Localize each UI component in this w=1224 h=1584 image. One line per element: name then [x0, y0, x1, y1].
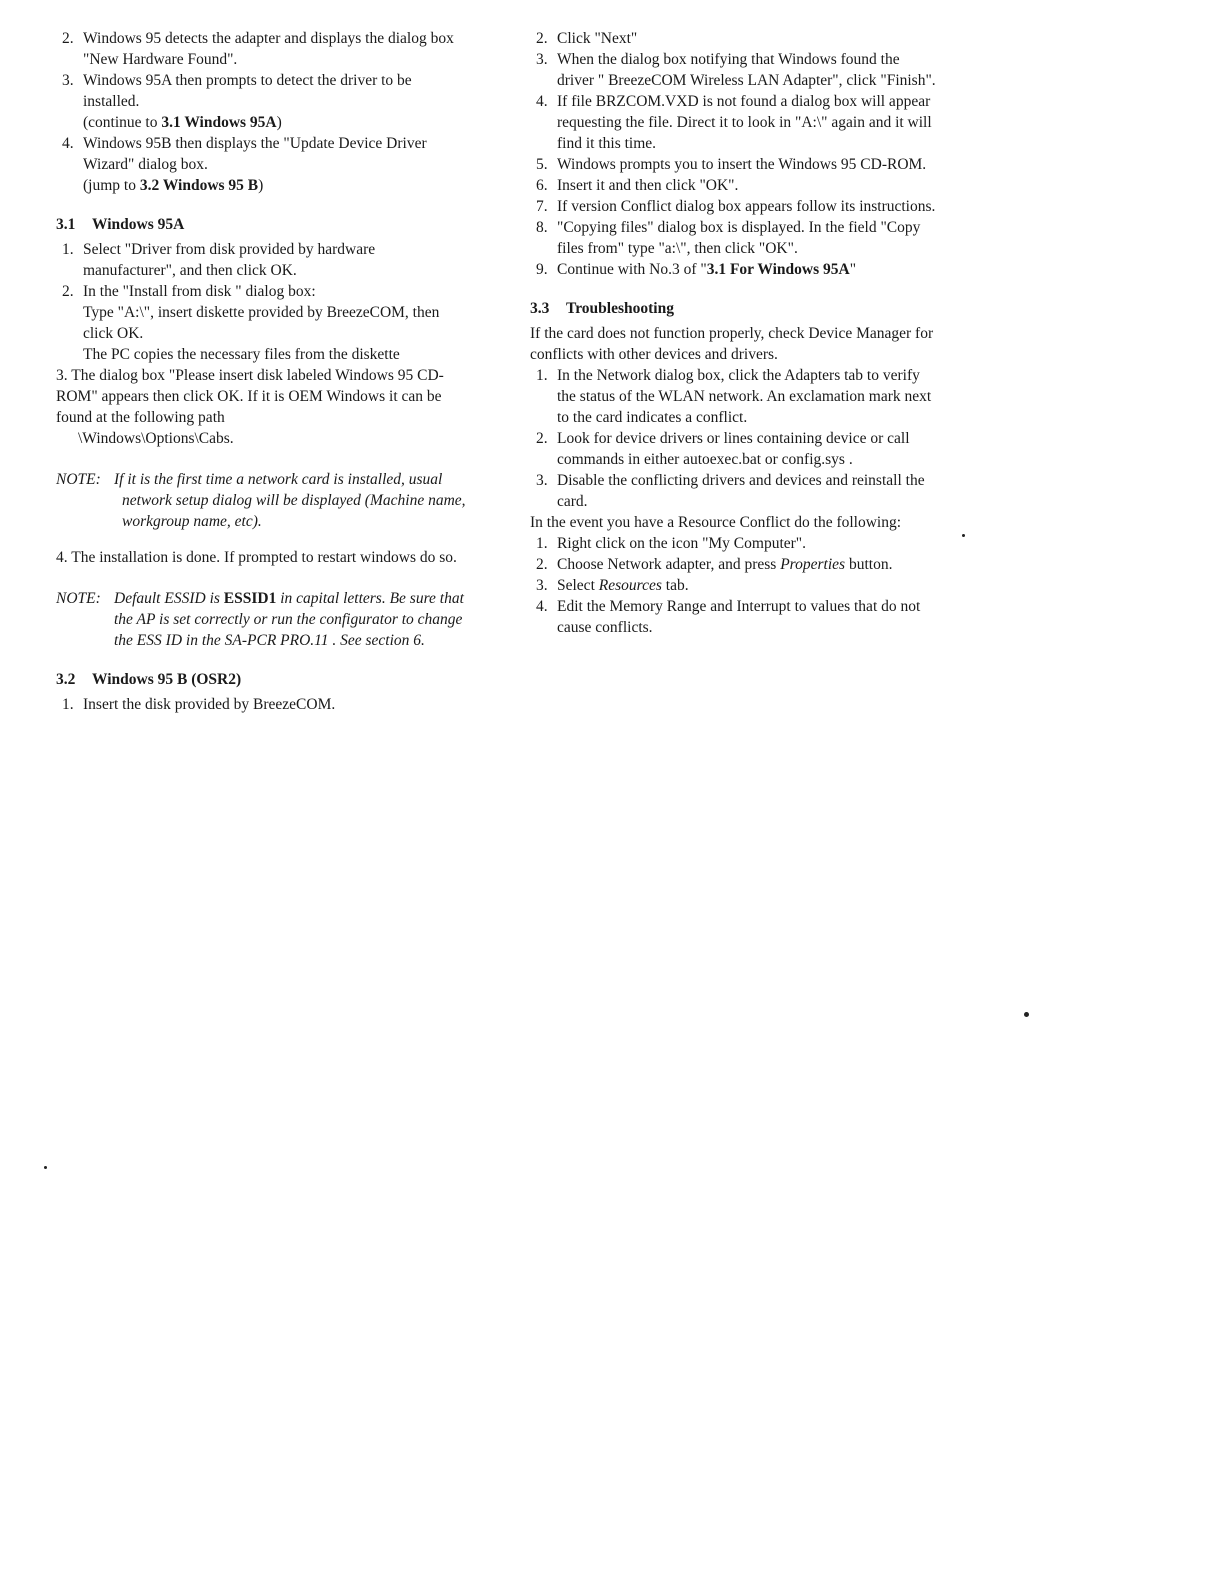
item-text-italic: Resources: [598, 577, 662, 594]
path-text: \Windows\Options\Cabs.: [78, 430, 234, 447]
scan-speck: [44, 1166, 47, 1169]
item-text-pre: Continue with No.3 of ": [557, 261, 707, 278]
item-number: 2.: [62, 30, 74, 47]
list-item: [56, 281, 466, 365]
item-text: If version Conflict dialog box appears follow its instructions.: [557, 198, 936, 215]
continue-prefix: (continue to: [83, 114, 162, 131]
item-text-post: button.: [845, 556, 893, 573]
item-text-post: tab.: [661, 577, 689, 594]
item-number: 4.: [536, 93, 548, 110]
item-text: Insert it and then click "OK".: [557, 177, 739, 194]
item-number: 9.: [536, 261, 548, 278]
list-item: [530, 554, 940, 575]
item-text: Disable the conflicting drivers and devices and reinstall the card.: [557, 472, 925, 510]
item-text: In the "Install from disk " dialog box:: [83, 283, 316, 300]
item-text: Look for device drivers or lines containing device or call commands in either autoexec.bat or config.sys .: [557, 430, 910, 468]
section-title: Windows 95A: [92, 216, 185, 233]
item-number: 2.: [536, 30, 548, 47]
list-item: [530, 175, 940, 196]
continue-suffix: ): [276, 114, 282, 131]
item-text: If file BRZCOM.VXD is not found a dialog box will appear requesting the file. Direct it to look in "A:\" again and it will find it this time.: [557, 93, 932, 152]
item-number: 3.: [536, 577, 548, 594]
list-item: [530, 49, 940, 91]
note-text-pre: Default ESSID is: [114, 590, 224, 607]
item-text-pre: Choose Network adapter, and press: [557, 556, 781, 573]
list-item: [530, 533, 940, 554]
item-number: 3.: [62, 72, 74, 89]
section-number: 3.1: [56, 216, 76, 233]
list-item: [530, 28, 940, 49]
jump-suffix: ): [258, 177, 264, 194]
item-number: 3.: [536, 51, 548, 68]
section-heading-3-2: [56, 669, 466, 690]
list-item: [56, 365, 466, 449]
section-number: 3.2: [56, 671, 76, 688]
item-number: 4.: [62, 135, 74, 152]
list-item: [56, 694, 466, 715]
intro-text: If the card does not function properly, check Device Manager for conflicts with other devices and drivers.: [530, 325, 934, 363]
note-text: [56, 588, 466, 651]
item-number: 4.: [536, 598, 548, 615]
item-number: 1.: [62, 241, 74, 258]
item-text: Insert the disk provided by BreezeCOM.: [83, 696, 336, 713]
item-number: 2.: [536, 430, 548, 447]
item-text-bold: 3.1 For Windows 95A: [706, 261, 850, 278]
list-item: [56, 239, 466, 281]
note-block: [56, 469, 466, 532]
list-item: [530, 196, 940, 217]
item-text: Type "A:\", insert diskette provided by BreezeCOM, then click OK.: [83, 304, 440, 342]
jump-link-text: 3.2 Windows 95 B: [139, 177, 259, 194]
section-heading-3-3: [530, 298, 940, 319]
list-item: [530, 154, 940, 175]
section-heading-3-1: [56, 214, 466, 235]
item-number: 2.: [536, 556, 548, 573]
item-number: 1.: [536, 367, 548, 384]
item-text: The PC copies the necessary files from the diskette: [83, 346, 400, 363]
item-text: "Copying files" dialog box is displayed. In the field "Copy files from" type "a:\", then click "OK".: [557, 219, 921, 257]
list-item: [530, 259, 940, 280]
list-item: [56, 133, 466, 196]
note-text-post: in capital letters. Be sure that the AP is set correctly or run the configurator to change the ESS ID in the SA-PCR PRO.11 . See section 6.: [114, 590, 464, 649]
item-text: Windows 95 detects the adapter and displays the dialog box "New Hardware Found".: [83, 30, 454, 68]
list-item: [56, 28, 466, 70]
section-number: 3.3: [530, 300, 550, 317]
note-text: If it is the first time a network card is installed, usual network setup dialog will be displayed (Machine name, workgroup name, etc).: [114, 471, 466, 530]
note-label: NOTE:: [56, 590, 101, 607]
list-item: [530, 428, 940, 470]
item-text: Edit the Memory Range and Interrupt to values that do not cause conflicts.: [557, 598, 921, 636]
list-item: [530, 470, 940, 512]
item-number: 7.: [536, 198, 548, 215]
item-text: Windows prompts you to insert the Windows 95 CD-ROM.: [557, 156, 927, 173]
item-text: Windows 95A then prompts to detect the driver to be installed.: [83, 72, 412, 110]
list-item: [530, 217, 940, 259]
step-text: 4. The installation is done. If prompted to restart windows do so.: [56, 549, 457, 566]
left-column: [56, 28, 466, 715]
item-number: 1.: [536, 535, 548, 552]
scan-speck: [962, 534, 965, 537]
item-text: [557, 577, 689, 594]
jump-prefix: (jump to: [83, 177, 140, 194]
item-number: 5.: [536, 156, 548, 173]
item-text-italic: Properties: [780, 556, 846, 573]
item-text: In the Network dialog box, click the Adapters tab to verify the status of the WLAN network. An exclamation mark next to the card indicates a conflict.: [557, 367, 932, 426]
item-text: Select "Driver from disk provided by hardware manufacturer", and then click OK.: [83, 241, 376, 279]
right-column: [530, 28, 940, 638]
item-text-post: ": [849, 261, 857, 278]
list-item: [530, 575, 940, 596]
item-text: [557, 261, 856, 278]
item-text-pre: Select: [557, 577, 599, 594]
item-number: 8.: [536, 219, 548, 236]
list-item: [530, 596, 940, 638]
continue-link-text: 3.1 Windows 95A: [161, 114, 277, 131]
list-item: [530, 91, 940, 154]
item-number: 2.: [62, 283, 74, 300]
item-number: 6.: [536, 177, 548, 194]
note-block: [56, 588, 466, 651]
item-number: 3.: [536, 472, 548, 489]
essid-value: ESSID1: [223, 590, 277, 607]
item-text: Right click on the icon "My Computer".: [557, 535, 806, 552]
resource-conflict-text: In the event you have a Resource Conflict do the following:: [530, 514, 902, 531]
item-text: [557, 556, 892, 573]
item-text: Windows 95B then displays the "Update Device Driver Wizard" dialog box.: [83, 135, 427, 173]
list-item: [530, 365, 940, 428]
item-text: 3. The dialog box "Please insert disk labeled Windows 95 CD-ROM" appears then click OK. If it is OEM Windows it can be found at the following path: [56, 367, 444, 426]
item-number: 1.: [62, 696, 74, 713]
scan-speck: [1024, 1012, 1029, 1017]
list-item: [56, 70, 466, 133]
item-text: When the dialog box notifying that Windows found the driver " BreezeCOM Wireless LAN Adapter", click "Finish".: [557, 51, 936, 89]
section-title: Windows 95 B (OSR2): [92, 671, 242, 688]
item-text: Click "Next": [557, 30, 638, 47]
note-label: NOTE:: [56, 471, 101, 488]
section-title: Troubleshooting: [566, 300, 674, 317]
